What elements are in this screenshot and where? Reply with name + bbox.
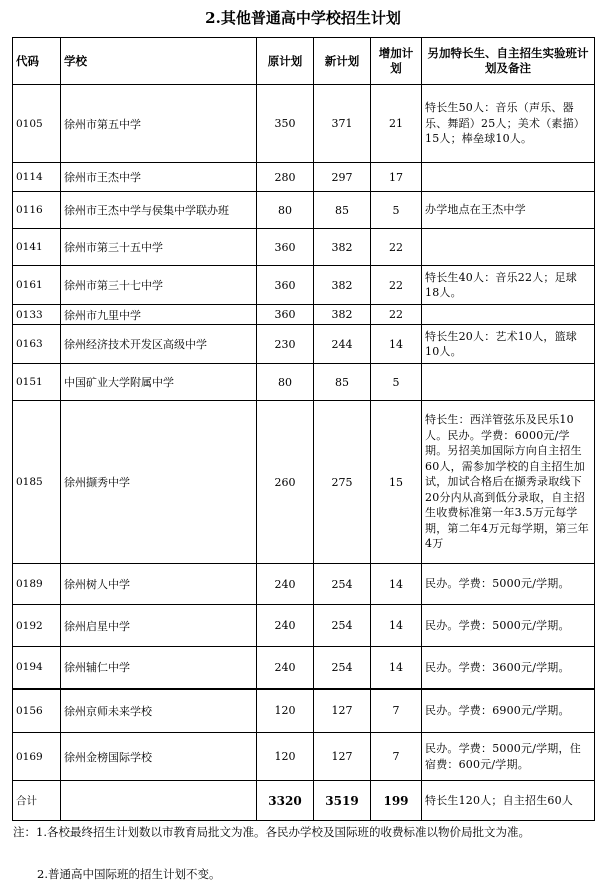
cell-original-plan: 280 (257, 163, 314, 192)
cell-increase: 14 (371, 564, 422, 605)
cell-original-plan: 360 (257, 266, 314, 305)
cell-school: 徐州市王杰中学与侯集中学联办班 (61, 192, 257, 229)
cell-original-plan: 80 (257, 364, 314, 401)
total-note: 特长生120人；自主招生60人 (422, 781, 595, 821)
cell-code: 0114 (13, 163, 61, 192)
cell-increase: 14 (371, 647, 422, 689)
cell-increase: 14 (371, 605, 422, 647)
cell-code: 0116 (13, 192, 61, 229)
cell-original-plan: 80 (257, 192, 314, 229)
cell-new-plan: 382 (314, 229, 371, 266)
header-notes: 另加特长生、自主招生实验班计划及备注 (422, 38, 595, 85)
cell-school: 徐州市第三十五中学 (61, 229, 257, 266)
cell-note: 办学地点在王杰中学 (422, 192, 595, 229)
cell-code: 0169 (13, 733, 61, 781)
cell-increase: 7 (371, 733, 422, 781)
cell-new-plan: 297 (314, 163, 371, 192)
cell-school: 徐州京师未来学校 (61, 689, 257, 733)
table-row (13, 325, 595, 364)
table-header-row (13, 38, 595, 85)
cell-increase: 21 (371, 85, 422, 163)
cell-school: 徐州市第五中学 (61, 85, 257, 163)
table-row (13, 229, 595, 266)
header-new-plan: 新计划 (314, 38, 371, 85)
cell-school: 徐州金榜国际学校 (61, 733, 257, 781)
cell-code: 0194 (13, 647, 61, 689)
cell-school: 徐州市王杰中学 (61, 163, 257, 192)
cell-note (422, 364, 595, 401)
cell-increase: 5 (371, 364, 422, 401)
cell-new-plan: 254 (314, 647, 371, 689)
total-new-plan: 3519 (314, 781, 371, 821)
table-row (13, 192, 595, 229)
cell-note: 特长生50人：音乐（声乐、器乐、舞蹈）25人；美术（素描）15人；棒垒球10人。 (422, 85, 595, 163)
cell-note (422, 305, 595, 325)
cell-code: 0141 (13, 229, 61, 266)
table-row (13, 647, 595, 689)
total-increase: 199 (371, 781, 422, 821)
cell-new-plan: 127 (314, 689, 371, 733)
cell-school: 徐州启星中学 (61, 605, 257, 647)
cell-note: 特长生40人：音乐22人；足球18人。 (422, 266, 595, 305)
table-row (13, 266, 595, 305)
cell-note: 民办。学费：5000元/学期，住宿费：600元/学期。 (422, 733, 595, 781)
total-original-plan: 3320 (257, 781, 314, 821)
cell-original-plan: 360 (257, 229, 314, 266)
footnote-1: 注：1.各校最终招生计划数以市教育局批文为准。各民办学校及国际班的收费标准以物价局批文为准。 (13, 825, 530, 839)
header-school: 学校 (61, 38, 257, 85)
cell-note: 特长生20人：艺术10人，篮球10人。 (422, 325, 595, 364)
cell-original-plan: 120 (257, 733, 314, 781)
cell-code: 0151 (13, 364, 61, 401)
cell-new-plan: 244 (314, 325, 371, 364)
cell-note: 民办。学费：3600元/学期。 (422, 647, 595, 689)
cell-school: 徐州市九里中学 (61, 305, 257, 325)
cell-increase: 14 (371, 325, 422, 364)
cell-code: 0105 (13, 85, 61, 163)
table-row (13, 364, 595, 401)
cell-note: 特长生：西洋管弦乐及民乐10人。民办。学费：6000元/学期。另招美加国际方向自主招生60人，需参加学校的自主招生加试，加试合格后在撷秀录取线下20分内从高到低分录取，自主招生收费标准第一年3.5万元每学期，第二年4万元每学期，第三年4万 (422, 401, 595, 564)
cell-code: 0156 (13, 689, 61, 733)
cell-original-plan: 240 (257, 605, 314, 647)
document-title: 2.其他普通高中学校招生计划 (205, 9, 401, 27)
table-row (13, 564, 595, 605)
cell-original-plan: 240 (257, 647, 314, 689)
cell-original-plan: 260 (257, 401, 314, 564)
cell-note: 民办。学费：6900元/学期。 (422, 689, 595, 733)
enrollment-plan-table (12, 37, 595, 821)
cell-new-plan: 371 (314, 85, 371, 163)
cell-school: 徐州撷秀中学 (61, 401, 257, 564)
cell-original-plan: 350 (257, 85, 314, 163)
cell-code: 0163 (13, 325, 61, 364)
cell-note (422, 163, 595, 192)
total-school-empty (61, 781, 257, 821)
cell-new-plan: 85 (314, 192, 371, 229)
cell-school: 徐州辅仁中学 (61, 647, 257, 689)
cell-increase: 5 (371, 192, 422, 229)
header-original-plan: 原计划 (257, 38, 314, 85)
cell-new-plan: 127 (314, 733, 371, 781)
cell-code: 0161 (13, 266, 61, 305)
cell-increase: 15 (371, 401, 422, 564)
total-label: 合计 (13, 781, 61, 821)
cell-school: 徐州经济技术开发区高级中学 (61, 325, 257, 364)
cell-note: 民办。学费：5000元/学期。 (422, 605, 595, 647)
cell-code: 0192 (13, 605, 61, 647)
table-row (13, 401, 595, 564)
header-code: 代码 (13, 38, 61, 85)
cell-note: 民办。学费：5000元/学期。 (422, 564, 595, 605)
cell-new-plan: 382 (314, 305, 371, 325)
cell-code: 0185 (13, 401, 61, 564)
cell-increase: 22 (371, 305, 422, 325)
cell-original-plan: 240 (257, 564, 314, 605)
cell-new-plan: 254 (314, 564, 371, 605)
cell-school: 徐州市第三十七中学 (61, 266, 257, 305)
cell-increase: 22 (371, 266, 422, 305)
header-increase: 增加计划 (371, 38, 422, 85)
table-row (13, 689, 595, 733)
total-row (13, 781, 595, 821)
table-row (13, 163, 595, 192)
cell-increase: 17 (371, 163, 422, 192)
cell-school: 中国矿业大学附属中学 (61, 364, 257, 401)
cell-new-plan: 382 (314, 266, 371, 305)
table-row (13, 85, 595, 163)
cell-new-plan: 275 (314, 401, 371, 564)
cell-code: 0189 (13, 564, 61, 605)
cell-new-plan: 85 (314, 364, 371, 401)
table-row (13, 305, 595, 325)
cell-original-plan: 360 (257, 305, 314, 325)
table-row (13, 733, 595, 781)
cell-new-plan: 254 (314, 605, 371, 647)
cell-code: 0133 (13, 305, 61, 325)
cell-note (422, 229, 595, 266)
table-row (13, 605, 595, 647)
cell-original-plan: 230 (257, 325, 314, 364)
cell-increase: 7 (371, 689, 422, 733)
cell-increase: 22 (371, 229, 422, 266)
cell-original-plan: 120 (257, 689, 314, 733)
cell-school: 徐州树人中学 (61, 564, 257, 605)
footnote-2: 2.普通高中国际班的招生计划不变。 (37, 867, 221, 881)
